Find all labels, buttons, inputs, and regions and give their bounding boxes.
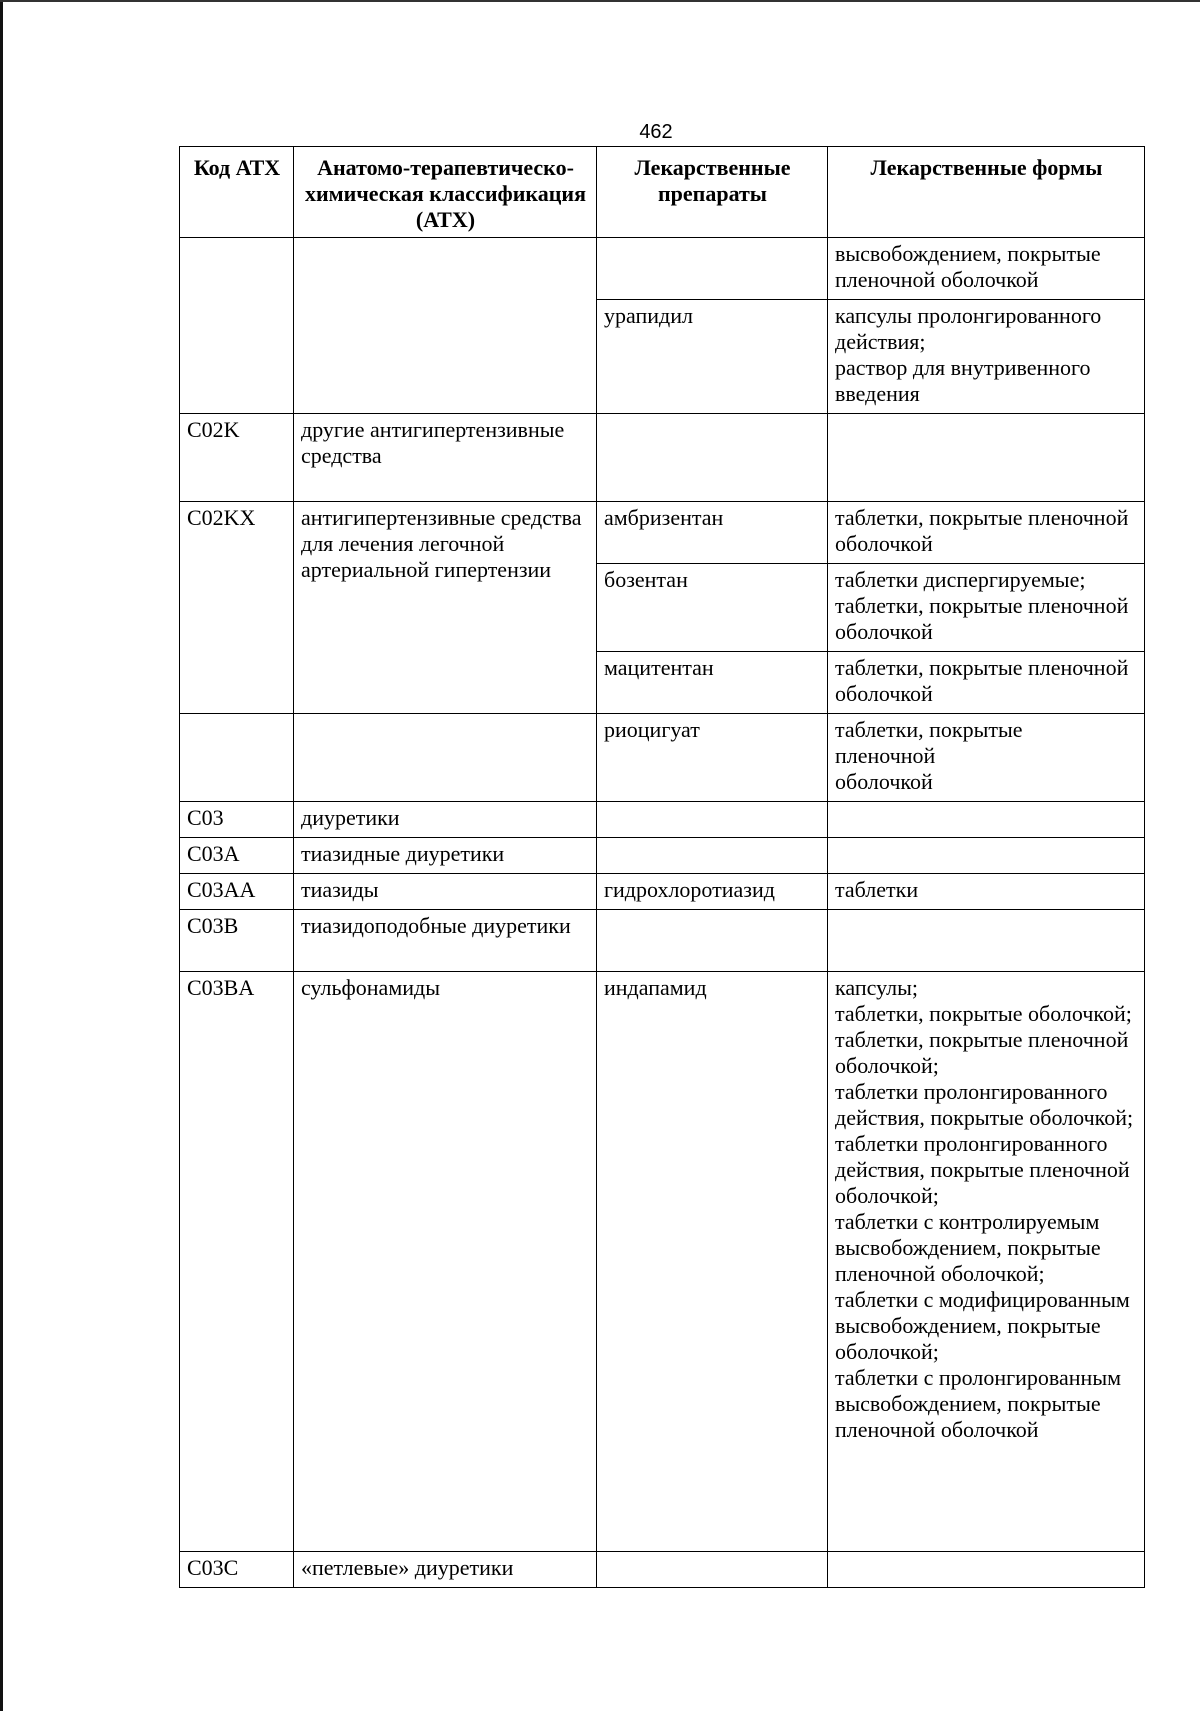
classification-cell: тиазидоподобные диуретики: [294, 910, 597, 972]
classification-cell: тиазидные диуретики: [294, 838, 597, 874]
classification-cell: [294, 714, 597, 802]
forms-cell: [828, 802, 1145, 838]
forms-cell: таблетки, покрытые пленочной оболочкой: [828, 652, 1145, 714]
form-item: таблетки с пролонгированным высвобождением, покрытые пленочной оболочкой: [835, 1365, 1122, 1442]
atc-table: [179, 146, 1145, 1588]
scan-edge-top: [0, 0, 1200, 2]
drug-cell: [597, 414, 828, 502]
drug-cell: [597, 802, 828, 838]
forms-cell: [828, 1552, 1145, 1588]
form-item: капсулы пролонгированного действия;: [835, 303, 1102, 354]
code-cell: C02KX: [180, 502, 294, 714]
classification-cell: тиазиды: [294, 874, 597, 910]
header-classification: Анатомо-терапевтическо-химическая классификация (АТХ): [294, 147, 597, 238]
table-row: [180, 414, 1145, 502]
table-row: [180, 910, 1145, 972]
table-row: [180, 1552, 1145, 1588]
classification-cell: другие антигипертензивные средства: [294, 414, 597, 502]
form-item: оболочкой: [835, 769, 933, 794]
form-item: таблетки, покрытые пленочной оболочкой: [835, 593, 1129, 644]
scan-edge-left: [0, 0, 3, 1711]
forms-cell: [828, 972, 1145, 1552]
forms-cell: [828, 910, 1145, 972]
table-row: [180, 714, 1145, 802]
forms-cell: высвобождением, покрытые пленочной оболочкой: [828, 238, 1145, 300]
page-number: 462: [639, 121, 673, 143]
drug-cell: [597, 838, 828, 874]
forms-cell: [828, 300, 1145, 414]
form-item: таблетки с контролируемым высвобождением, покрытые пленочной оболочкой;: [835, 1209, 1101, 1286]
classification-cell: сульфонамиды: [294, 972, 597, 1552]
code-cell: [180, 238, 294, 414]
forms-cell: [828, 564, 1145, 652]
form-item: капсулы;: [835, 975, 918, 1000]
code-cell: C03B: [180, 910, 294, 972]
form-item: раствор для внутривенного введения: [835, 355, 1091, 406]
code-cell: C03AA: [180, 874, 294, 910]
table-row: [180, 838, 1145, 874]
classification-cell: диуретики: [294, 802, 597, 838]
code-cell: [180, 714, 294, 802]
drug-cell: амбризентан: [597, 502, 828, 564]
drug-cell: гидрохлоротиазид: [597, 874, 828, 910]
header-forms: Лекарственные формы: [828, 147, 1145, 238]
forms-cell: таблетки: [828, 874, 1145, 910]
header-drugs: Лекарственные препараты: [597, 147, 828, 238]
forms-cell: [828, 414, 1145, 502]
forms-cell: [828, 838, 1145, 874]
table-row: [180, 972, 1145, 1552]
header-code: Код АТХ: [180, 147, 294, 238]
drug-cell: урапидил: [597, 300, 828, 414]
table-row: [180, 502, 1145, 564]
forms-cell: таблетки, покрытые пленочной оболочкой: [828, 502, 1145, 564]
drug-cell: [597, 238, 828, 300]
drug-cell: риоцигуат: [597, 714, 828, 802]
form-item: таблетки, покрытые: [835, 717, 1023, 742]
drug-cell: [597, 1552, 828, 1588]
form-item: пленочной: [835, 743, 936, 768]
form-item: таблетки пролонгированного действия, покрытые оболочкой;: [835, 1079, 1134, 1130]
form-item: таблетки с модифицированным высвобождением, покрытые оболочкой;: [835, 1287, 1130, 1364]
classification-cell: [294, 238, 597, 414]
code-cell: C03C: [180, 1552, 294, 1588]
form-item: таблетки, покрытые оболочкой;: [835, 1001, 1132, 1026]
forms-cell: [828, 714, 1145, 802]
code-cell: C03: [180, 802, 294, 838]
code-cell: C03BA: [180, 972, 294, 1552]
table-row: [180, 802, 1145, 838]
form-item: таблетки пролонгированного действия, покрытые пленочной оболочкой;: [835, 1131, 1130, 1208]
classification-cell: антигипертензивные средства для лечения легочной артериальной гипертензии: [294, 502, 597, 714]
code-cell: C02K: [180, 414, 294, 502]
drug-cell: бозентан: [597, 564, 828, 652]
table-row: [180, 874, 1145, 910]
code-cell: C03A: [180, 838, 294, 874]
drug-cell: индапамид: [597, 972, 828, 1552]
table-row: [180, 238, 1145, 300]
classification-cell: «петлевые» диуретики: [294, 1552, 597, 1588]
drug-cell: [597, 910, 828, 972]
form-item: таблетки диспергируемые;: [835, 567, 1086, 592]
drug-cell: мацитентан: [597, 652, 828, 714]
form-item: таблетки, покрытые пленочной оболочкой;: [835, 1027, 1129, 1078]
table-header-row: [180, 147, 1145, 238]
